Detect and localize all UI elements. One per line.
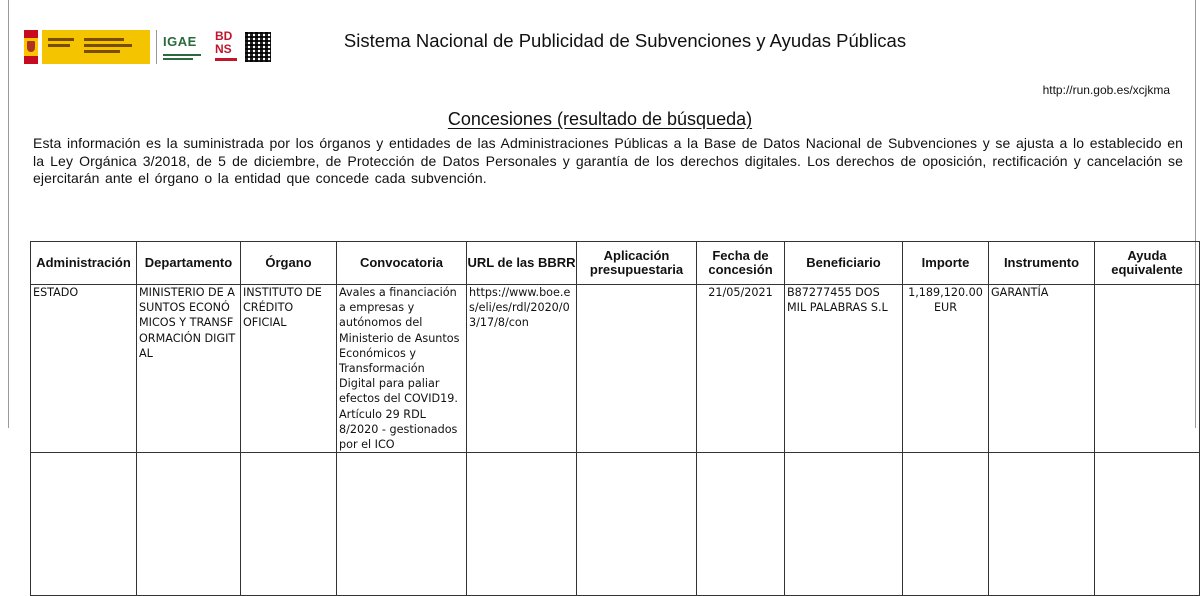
cell-empty <box>137 453 241 596</box>
cell-empty <box>1095 453 1200 596</box>
cell-ayuda-equivalente <box>1095 285 1200 453</box>
cell-empty <box>577 453 697 596</box>
column-header-departamento: Departamento <box>137 242 241 285</box>
column-header-organo: Órgano <box>241 242 337 285</box>
cell-aplicacion <box>577 285 697 453</box>
disclaimer-text: Esta información es la suministrada por los órganos y entidades de las Administraciones Públicas a la Base de Datos Nacional de Subvenciones y se ajusta a lo establecido en la Ley Orgánica 3/2018, de 5 de diciembre, de Protección de Datos Personales y garantía de los derechos digitales. Los derechos de oposición, rectificación y cancelación se ejercitarán ante el órgano o la entidad que concede cada subvención. <box>33 135 1183 186</box>
igae-logo-text: IGAE <box>163 34 197 49</box>
table-header-row <box>31 242 1200 285</box>
column-header-fecha: Fecha de concesión <box>697 242 785 285</box>
cell-empty <box>903 453 989 596</box>
column-header-instrumento: Instrumento <box>989 242 1095 285</box>
cell-organo: INSTITUTO DE CRÉDITO OFICIAL <box>241 285 337 453</box>
page-title-text: Concesiones (resultado de búsqueda) <box>447 109 753 129</box>
column-header-ayuda-equivalente: Ayuda equivalente <box>1095 242 1200 285</box>
column-header-convocatoria: Convocatoria <box>337 242 467 285</box>
table-row <box>31 285 1200 453</box>
cell-fecha: 21/05/2021 <box>697 285 785 453</box>
column-header-importe: Importe <box>903 242 989 285</box>
short-url-link[interactable]: http://run.gob.es/xcjkma <box>1042 83 1170 97</box>
cell-empty <box>31 453 137 596</box>
cell-empty <box>337 453 467 596</box>
bdns-logo-text-1: BD <box>215 29 233 43</box>
cell-importe: 1,189,120.00 EUR <box>903 285 989 453</box>
cell-beneficiario: B87277455 DOS MIL PALABRAS S.L <box>785 285 903 453</box>
column-header-beneficiario: Beneficiario <box>785 242 903 285</box>
cell-convocatoria: Avales a financiación a empresas y autónomos del Ministerio de Asuntos Económicos y Transformación Digital para paliar efectos del COVID19. Artículo 29 RDL 8/2020 - gestionados por el ICO <box>337 285 467 453</box>
column-header-administracion: Administración <box>31 242 137 285</box>
cell-empty <box>467 453 577 596</box>
cell-departamento: MINISTERIO DE ASUNTOS ECONÓMICOS Y TRANSFORMACIÓN DIGITAL <box>137 285 241 453</box>
cell-empty <box>241 453 337 596</box>
cell-administracion: ESTADO <box>31 285 137 453</box>
cell-url-bbrr[interactable]: https://www.boe.es/eli/es/rdl/2020/03/17/8/con <box>467 285 577 453</box>
results-table <box>30 241 1200 596</box>
table-row-partial <box>31 453 1200 596</box>
cell-empty <box>697 453 785 596</box>
column-header-url-bbrr: URL de las BBRR <box>467 242 577 285</box>
page-border-left <box>8 0 9 428</box>
column-header-aplicacion: Aplicación presupuestaria <box>577 242 697 285</box>
cell-empty <box>989 453 1095 596</box>
cell-instrumento: GARANTÍA <box>989 285 1095 453</box>
cell-empty <box>785 453 903 596</box>
site-title: Sistema Nacional de Publicidad de Subvenciones y Ayudas Públicas <box>343 30 907 51</box>
page-title <box>0 109 1200 130</box>
bdns-logo-text-2: NS <box>215 42 232 56</box>
